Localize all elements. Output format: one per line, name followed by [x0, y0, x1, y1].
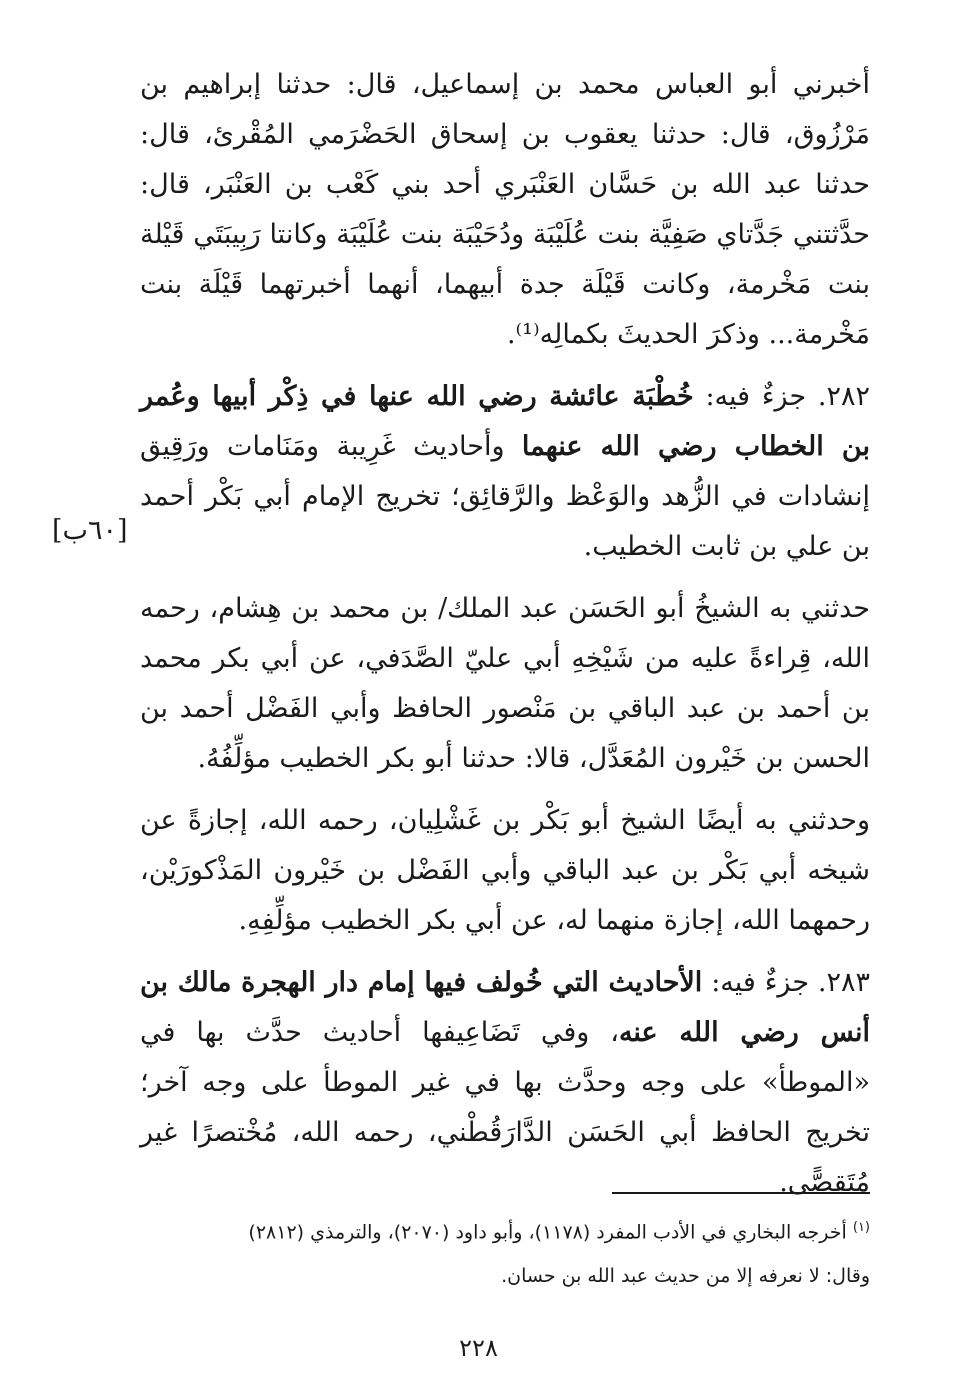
manuscript-folio-marker: [٦٠ب]	[52, 515, 128, 546]
entry-282-number: ٢٨٢. جزءٌ فيه:	[693, 381, 870, 412]
footnote-line-2: وقال: لا نعرفه إلا من حديث عبد الله بن حسان.	[501, 1265, 870, 1288]
page-number: ٢٢٨	[459, 1334, 498, 1362]
paragraph-isnad-qayla: أخبرني أبو العباس محمد بن إسماعيل، قال: حدثنا إبراهيم بن مَرْزُوق، قال: حدثنا يعقوب بن إسحاق الحَضْرَمي المُقْرئ، قال: حدثنا عبد الله بن حَسَّان العَنْبَري أحد بني كَعْب بن العَنْبَر، قال: حدَّثتني جَدَّتاي صَفِيَّة بنت عُلَيْبَة ودُحَيْبَة بنت عُلَيْبَة وكانتا رَبِيبَتَي قَيْلة بنت مَخْرمة، وكانت قَيْلَة جدة أبيهما، أنهما أخبرتهما قَيْلَة بنت مَخْرمة... وذكرَ الحديثَ بكمالِه⁽¹⁾.	[140, 69, 870, 350]
footnote-mark: (١)	[852, 1220, 870, 1235]
entry-282-description: وأحاديث غَرِيبة ومَنَامات ورَقِيق إنشادات في الزُّهد والوَعْظ والرَّقائِق؛ تخريج الإمام أبي بَكْر أحمد بن علي بن ثابت الخطيب.	[140, 431, 870, 562]
entry-282	[140, 372, 870, 572]
entry-283-title: الأحاديث التي خُولف فيها إمام دار الهجرة مالك بن أنس رضي الله عنه	[140, 967, 871, 1048]
footnote-line-1: أخرجه البخاري في الأدب المفرد (١١٧٨)، وأبو داود (٢٠٧٠)، والترمذي (٢٨١٢)	[248, 1221, 847, 1244]
footnote-1	[140, 1206, 870, 1254]
entry-282-title: خُطْبَة عائشة رضي الله عنها في ذِكْر أبيها وعُمر بن الخطاب رضي الله عنهما	[140, 381, 870, 462]
paragraph-transmission-1: حدثني به الشيخُ أبو الحَسَن عبد الملك/ بن محمد بن هِشام، رحمه الله، قِراءةً عليه من شَيْخِهِ أبي عليّ الصَّدَفي، عن أبي بكر محمد بن أحمد بن عبد الباقي بن مَنْصور الحافظ وأبي الفَضْل أحمد بن الحسن بن خَيْرون المُعَدَّل، قالا: حدثنا أبو بكر الخطيب مؤلِّفُهُ.	[140, 593, 870, 774]
entry-283	[140, 958, 870, 1208]
footnote-divider	[612, 1192, 870, 1194]
entry-283-number: ٢٨٣. جزءٌ فيه:	[702, 967, 870, 998]
footnotes	[140, 1206, 870, 1298]
entry-283-description: ، وفي تَضَاعِيفها أحاديث حدَّث بها في «الموطأ» على وجه وحدَّث بها في غير الموطأ على وجه آخر؛ تخريج الحافظ أبي الحَسَن الدَّارَقُطْني، رحمه الله، مُخْتصرًا غير مُتَقصًّى.	[140, 1017, 870, 1198]
page-body	[140, 60, 870, 1208]
paragraph-transmission-2: وحدثني به أيضًا الشيخ أبو بَكْر بن غَشْلِيان، رحمه الله، إجازةً عن شيخه أبي بَكْر بن عبد الباقي وأبي الفَضْل بن خَيْرون المَذْكورَيْن، رحمهما الله، إجازة منهما له، عن أبي بكر الخطيب مؤلِّفِهِ.	[140, 805, 870, 936]
